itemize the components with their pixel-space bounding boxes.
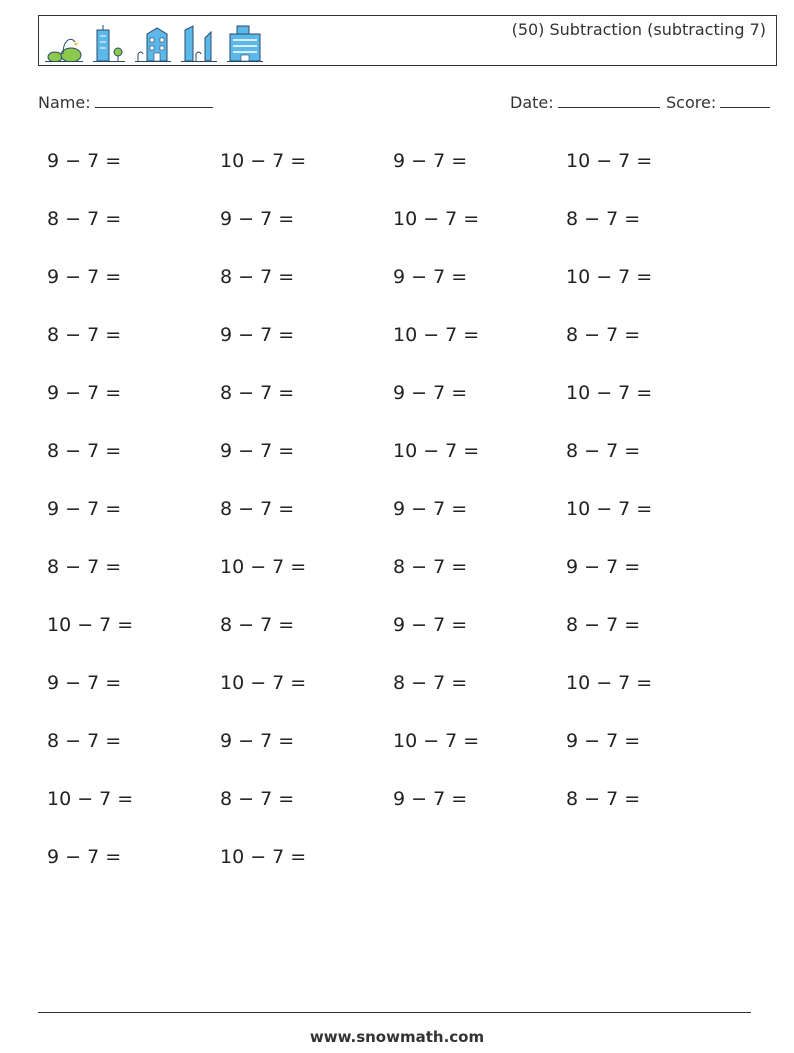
name-field[interactable]	[38, 93, 213, 112]
problem-item: 8 − 7 =	[566, 440, 641, 462]
problem-item: 9 − 7 =	[47, 382, 122, 404]
score-label: Score:	[666, 93, 717, 112]
problem-item: 9 − 7 =	[47, 498, 122, 520]
problem-item: 10 − 7 =	[47, 788, 134, 810]
worksheet-header	[38, 15, 777, 66]
problem-item: 9 − 7 =	[393, 150, 468, 172]
problem-item: 8 − 7 =	[220, 382, 295, 404]
problem-item: 8 − 7 =	[566, 324, 641, 346]
problem-item: 9 − 7 =	[220, 730, 295, 752]
problem-item: 10 − 7 =	[220, 556, 307, 578]
problem-item: 10 − 7 =	[393, 440, 480, 462]
problem-item: 10 − 7 =	[220, 150, 307, 172]
problem-item: 9 − 7 =	[566, 730, 641, 752]
problem-item: 8 − 7 =	[220, 788, 295, 810]
problem-item: 8 − 7 =	[566, 788, 641, 810]
problem-item: 10 − 7 =	[566, 498, 653, 520]
problem-item: 9 − 7 =	[393, 498, 468, 520]
problem-item: 9 − 7 =	[47, 150, 122, 172]
problem-item: 8 − 7 =	[47, 324, 122, 346]
problem-item: 10 − 7 =	[220, 672, 307, 694]
problem-item: 10 − 7 =	[566, 266, 653, 288]
name-blank[interactable]	[95, 93, 213, 108]
worksheet-title: (50) Subtraction (subtracting 7)	[511, 20, 766, 39]
problem-item: 10 − 7 =	[47, 614, 134, 636]
problem-item: 9 − 7 =	[393, 614, 468, 636]
problem-item: 8 − 7 =	[220, 498, 295, 520]
score-field[interactable]	[666, 93, 770, 112]
problem-item: 8 − 7 =	[47, 730, 122, 752]
problem-item: 9 − 7 =	[47, 672, 122, 694]
problem-item: 10 − 7 =	[393, 208, 480, 230]
problem-item: 9 − 7 =	[393, 382, 468, 404]
date-label: Date:	[510, 93, 554, 112]
problem-item: 10 − 7 =	[393, 324, 480, 346]
problem-item: 9 − 7 =	[47, 846, 122, 868]
problem-item: 8 − 7 =	[393, 556, 468, 578]
problem-item: 8 − 7 =	[47, 440, 122, 462]
problem-item: 8 − 7 =	[566, 614, 641, 636]
problem-item: 9 − 7 =	[220, 440, 295, 462]
date-field[interactable]	[510, 93, 660, 112]
problem-item: 9 − 7 =	[47, 266, 122, 288]
problem-item: 8 − 7 =	[47, 556, 122, 578]
skyscrapers-icon	[181, 24, 217, 62]
problem-item: 9 − 7 =	[393, 266, 468, 288]
problem-item: 10 − 7 =	[566, 150, 653, 172]
tower-building-icon	[93, 24, 125, 62]
footer-website: www.snowmath.com	[309, 1028, 485, 1046]
problem-item: 10 − 7 =	[393, 730, 480, 752]
park-trees-icon	[45, 30, 83, 62]
problem-item: 9 − 7 =	[220, 324, 295, 346]
problem-item: 8 − 7 =	[566, 208, 641, 230]
problem-item: 8 − 7 =	[393, 672, 468, 694]
header-icons	[45, 22, 263, 62]
problem-item: 9 − 7 =	[220, 208, 295, 230]
office-building-icon	[227, 24, 263, 62]
name-label: Name:	[38, 93, 91, 112]
date-blank[interactable]	[558, 93, 660, 108]
problem-item: 8 − 7 =	[220, 614, 295, 636]
problem-item: 10 − 7 =	[566, 382, 653, 404]
problem-item: 9 − 7 =	[566, 556, 641, 578]
score-blank[interactable]	[720, 93, 770, 108]
problem-item: 10 − 7 =	[566, 672, 653, 694]
problem-item: 8 − 7 =	[220, 266, 295, 288]
problem-grid	[47, 145, 739, 899]
footer-divider	[38, 1012, 751, 1013]
problem-item: 9 − 7 =	[393, 788, 468, 810]
problem-item: 10 − 7 =	[220, 846, 307, 868]
apartment-building-icon	[135, 26, 171, 62]
problem-item: 8 − 7 =	[47, 208, 122, 230]
